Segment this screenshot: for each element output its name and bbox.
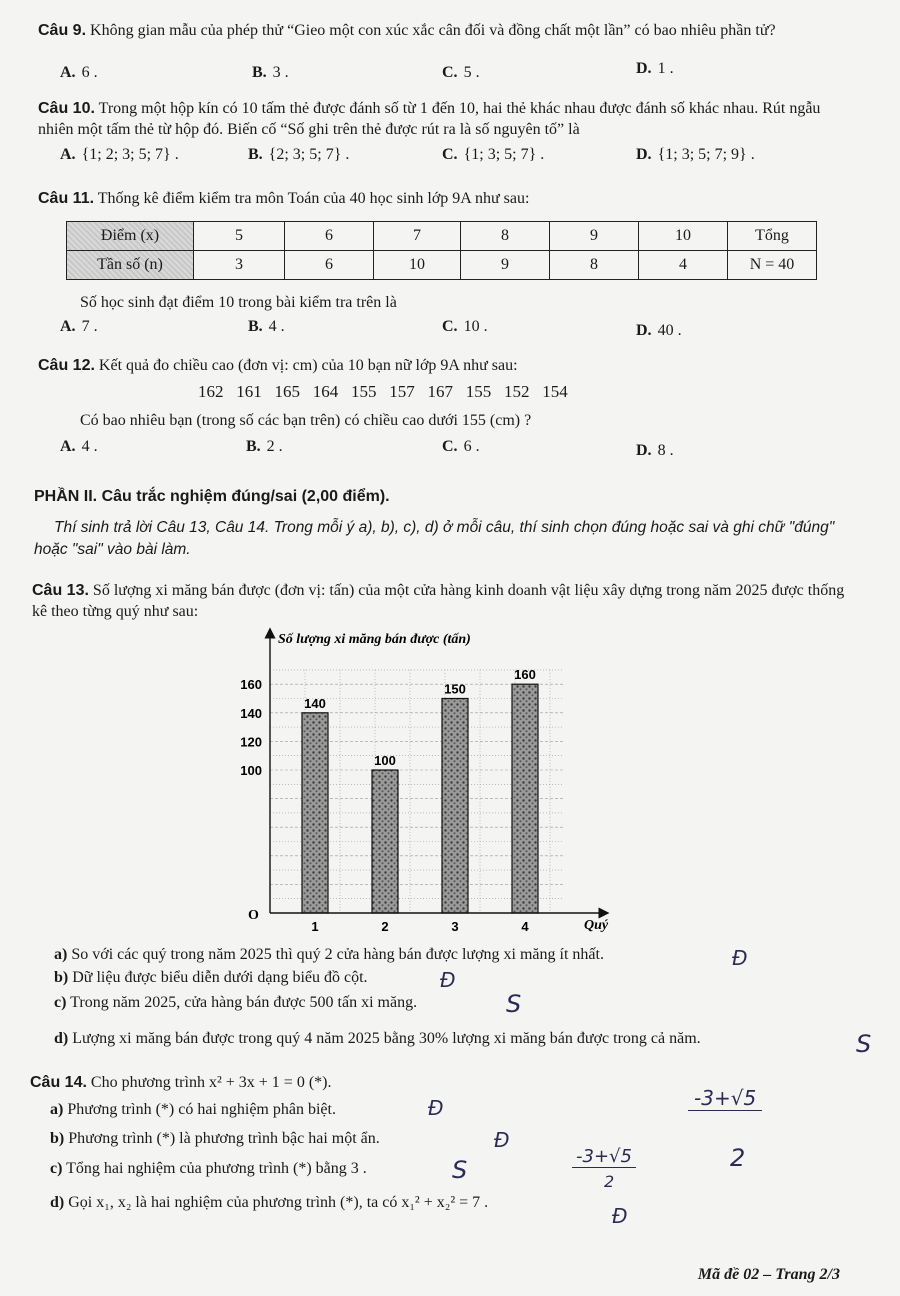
chart-title: Số lượng xi măng bán được (tấn) [278,632,471,647]
q9-option-a: A. 6 . [60,64,98,81]
question-11 [38,188,856,209]
part-2-instructions: Thí sinh trả lời Câu 13, Câu 14. Trong mỗi ý a), b), c), d) ở mỗi câu, thí sinh chọn đúng hoặc sai và ghi chữ "đúng" hoặc "sai" vào bài làm. [34,519,835,558]
table-cell: 9 [550,222,639,251]
question-12-text: Kết quả đo chiều cao (đơn vị: cm) của 10 bạn nữ lớp 9A như sau: [98,357,518,374]
question-13 [32,580,850,622]
table-cell: 10 [639,222,728,251]
question-12-prompt: Có bao nhiêu bạn (trong số các bạn trên) có chiều cao dưới 155 (cm) ? [80,412,532,429]
question-12-head: Câu 12. [38,357,95,374]
table-cell: 10 [374,251,461,280]
q12-option-c: C. 6 . [442,438,480,455]
table-cell: 6 [285,222,374,251]
handwritten-scratch: -3+√5 [688,1086,762,1111]
q14-item-d: d) Gọi x₁, x₂ là hai nghiệm của phương trình (*), ta có x₁² + x₂² = 7 . [50,1194,489,1211]
q13-item-d: d) Lượng xi măng bán được trong quý 4 năm 2025 bằng 30% lượng xi măng bán được trong cả năm. [54,1030,701,1047]
q11-option-b: B. 4 . [248,318,285,335]
table-row [67,251,817,280]
question-13-text: Số lượng xi măng bán được (đơn vị: tấn) của một cửa hàng kinh doanh vật liệu xây dựng trong năm 2025 được thống kê theo từng quý như sau: [32,582,845,620]
bar [512,684,538,913]
y-tick-label: 100 [240,763,262,778]
q14-item-c: c) Tổng hai nghiệm của phương trình (*) bằng 3 . [50,1160,367,1177]
question-11-prompt: Số học sinh đạt điểm 10 trong bài kiểm tra trên là [80,294,397,311]
table-cell: 7 [374,222,461,251]
q13-item-a: a) So với các quý trong năm 2025 thì quý 2 cửa hàng bán được lượng xi măng ít nhất. [54,946,604,963]
data-label: 100 [374,753,396,768]
question-14-text: Cho phương trình x² + 3x + 1 = 0 (*). [90,1074,332,1091]
table-cell: 8 [461,222,550,251]
y-tick-label: 120 [240,734,262,750]
table-cell: 5 [194,222,285,251]
q11-option-a: A. 7 . [60,318,98,335]
bar [442,699,468,914]
q13-item-b: b) Dữ liệu được biểu diễn dưới dạng biểu đồ cột. [54,969,368,986]
x-tick-label: 1 [311,919,319,934]
q12-option-d: D. 8 . [636,442,674,459]
data-label: 160 [514,667,536,683]
q14-item-b: b) Phương trình (*) là phương trình bậc hai một ẩn. [50,1130,380,1147]
bar [372,770,398,913]
q14-item-a: a) Phương trình (*) có hai nghiệm phân biệt. [50,1101,336,1118]
question-14-head: Câu 14. [30,1074,87,1091]
x-axis-label: Quý [584,918,609,933]
handwritten-scratch: -3+√5 [572,1146,636,1168]
q12-option-b: B. 2 . [246,438,283,455]
data-label: 150 [444,681,466,697]
table-row [67,222,817,251]
question-9 [38,20,856,41]
question-13-head: Câu 13. [32,582,89,599]
cement-bar-chart [210,625,670,940]
q11-option-c: C. 10 . [442,318,488,335]
table-cell: Tần số (n) [67,251,194,280]
question-10-text: Trong một hộp kín có 10 tấm thẻ được đánh số từ 1 đến 10, hai thẻ khác nhau được đánh số khác nhau. Rút ngẫu nhiên một tấm thẻ từ hộp đó. Biến cố “Số ghi trên thẻ được rút ra là số nguyên tố” là [38,100,821,138]
handwritten-mark: S [506,990,522,1018]
table-cell: N = 40 [728,251,817,280]
frequency-table [66,221,817,280]
y-tick-label: 160 [240,677,262,693]
q11-option-d: D. 40 . [636,322,682,339]
table-cell: 9 [461,251,550,280]
table-cell: 6 [285,251,374,280]
table-cell: 8 [550,251,639,280]
handwritten-mark: Đ [428,1096,444,1120]
q10-option-b: B. {2; 3; 5; 7} . [248,146,350,163]
q9-option-d: D. 1 . [636,60,674,77]
q10-option-d: D. {1; 3; 5; 7; 9} . [636,146,755,163]
q13-item-c: c) Trong năm 2025, cửa hàng bán được 500 tấn xi măng. [54,994,418,1011]
handwritten-mark: Đ [440,968,456,992]
handwritten-scratch: 2 [730,1144,746,1172]
table-cell: Điểm (x) [67,222,194,251]
q12-option-a: A. 4 . [60,438,98,455]
question-9-text: Không gian mẫu của phép thử “Gieo một con xúc xắc cân đối và đồng chất một lần” có bao nhiêu phần tử? [90,22,776,39]
x-tick-label: 3 [451,919,459,934]
handwritten-mark: S [856,1030,872,1058]
q10-option-a: A. {1; 2; 3; 5; 7} . [60,146,179,163]
table-cell: Tổng [728,222,817,251]
handwritten-mark: Đ [732,946,748,970]
page-footer: Mã đề 02 – Trang 2/3 [697,1266,840,1283]
x-tick-label: 2 [381,919,389,934]
table-cell: 4 [639,251,728,280]
part-2-title: PHẦN II. Câu trắc nghiệm đúng/sai (2,00 điểm). [34,488,390,505]
bar [302,713,328,913]
question-10 [38,98,856,140]
handwritten-mark: Đ [494,1128,510,1152]
data-label: 140 [304,695,326,711]
handwritten-mark: S [452,1156,468,1184]
question-11-text: Thống kê điểm kiểm tra môn Toán của 40 học sinh lớp 9A như sau: [97,190,530,207]
handwritten-scratch: 2 [604,1172,615,1191]
question-9-head: Câu 9. [38,22,87,39]
origin-label: O [248,908,259,923]
table-cell: 3 [194,251,285,280]
question-12 [38,355,856,376]
height-data: 162 161 165 164 155 157 167 155 152 154 [198,382,568,401]
q9-option-c: C. 5 . [442,64,480,81]
x-tick-label: 4 [521,919,529,934]
question-10-head: Câu 10. [38,100,95,117]
handwritten-mark: Đ [612,1204,628,1228]
chart-labels [240,632,609,934]
q10-option-c: C. {1; 3; 5; 7} . [442,146,545,163]
question-11-head: Câu 11. [38,190,95,207]
q9-option-b: B. 3 . [252,64,289,81]
y-tick-label: 140 [240,705,262,721]
